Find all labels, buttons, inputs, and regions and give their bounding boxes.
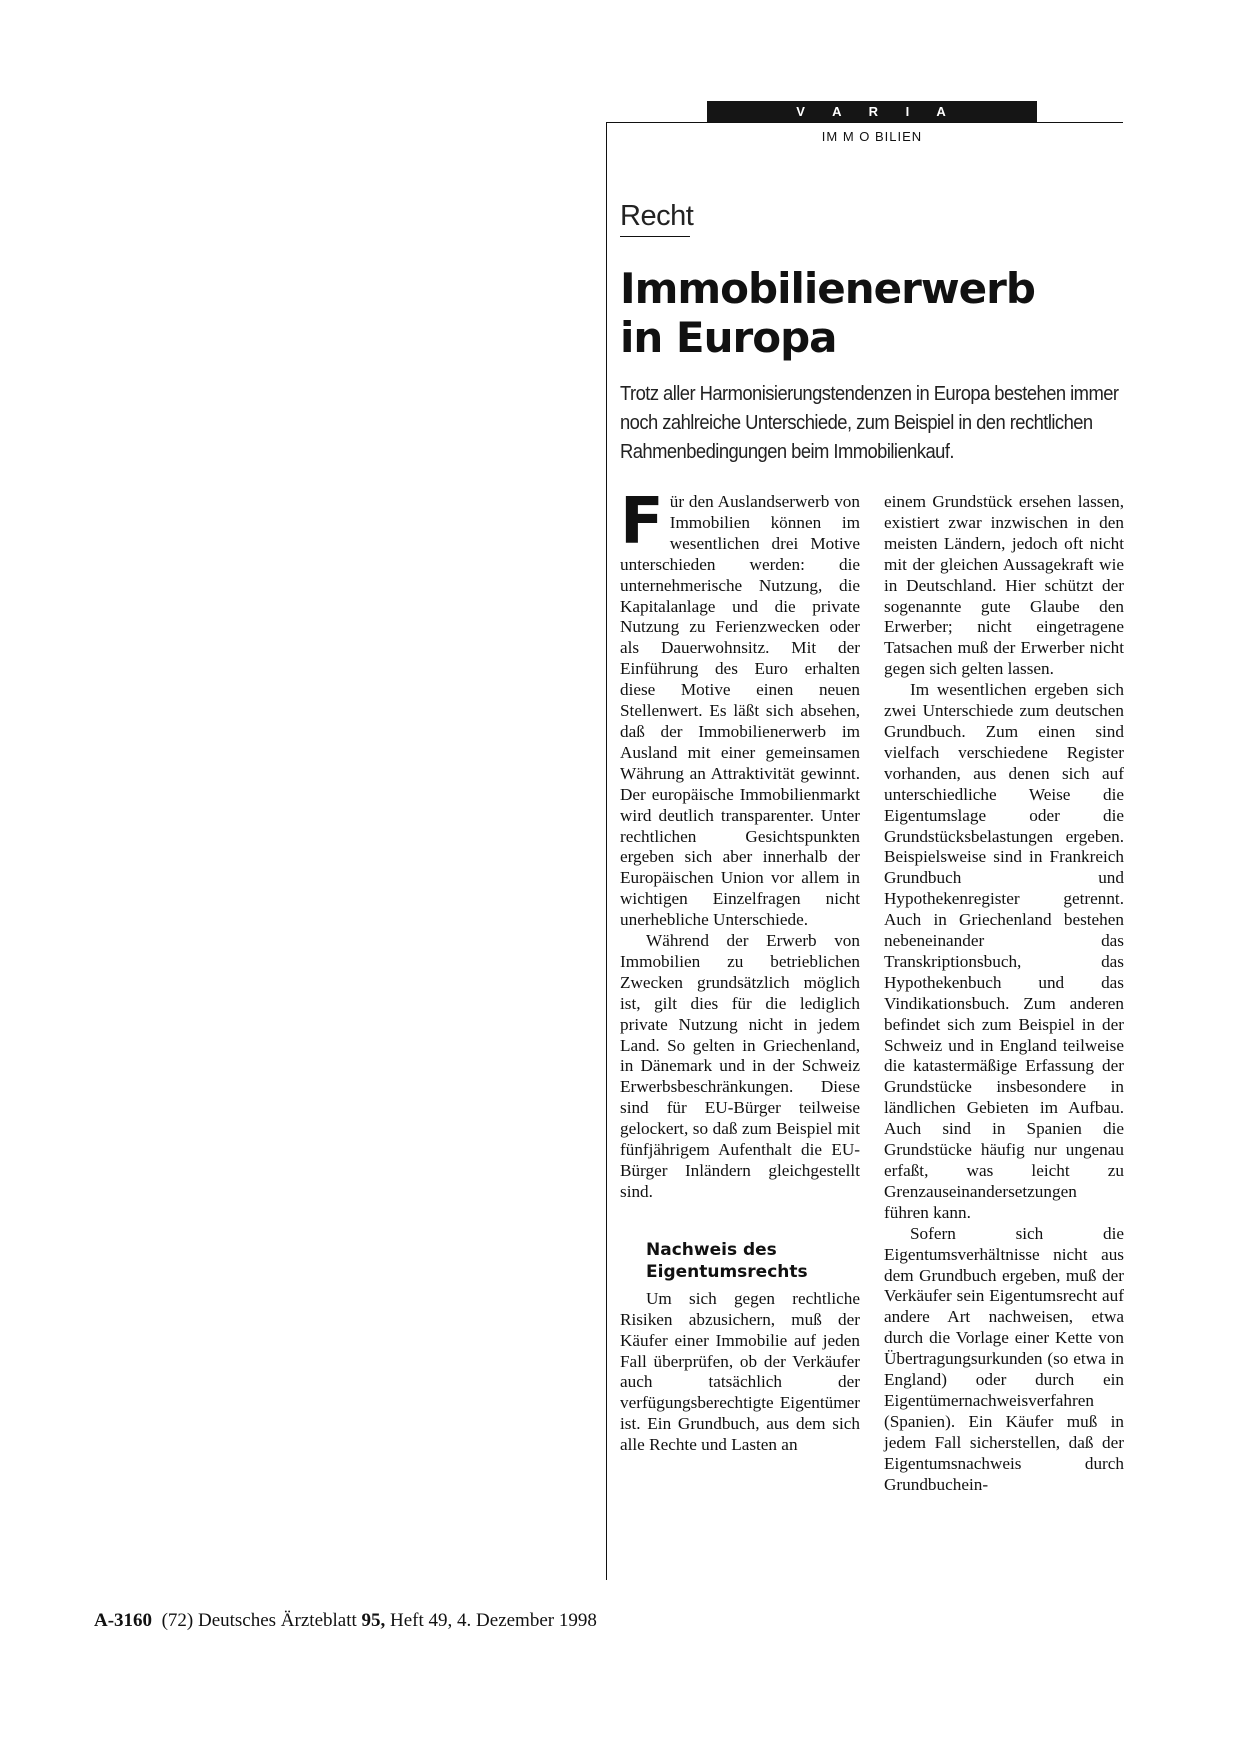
- column-divider: [606, 122, 607, 1580]
- paragraph-6: Sofern sich die Eigentumsverhältnisse nicht aus dem Grundbuch ergeben, muß der Verkäufer sein Eigentumsrecht auf andere Art nachweisen, etwa durch die Vorlage einer Kette von Übertragungsurkunden (so etwa in England) oder durch ein Eigentümernachweisverfahren (Spanien). Ein Käufer muß in jedem Fall sicherstellen, daß der Eigentumsnachweis durch Grundbuchein-: [884, 1223, 1124, 1494]
- headline-line-2: in Europa: [620, 313, 837, 362]
- article-headline: [620, 264, 1120, 362]
- article-lead: Trotz aller Harmonisierungstendenzen in Europa bestehen immer noch zahlreiche Unterschiede, zum Beispiel in den rechtlichen Rahmenbedingungen beim Immobilienkauf.: [620, 383, 1119, 463]
- paragraph-1-text: ür den Auslandserwerb von Immobilien können im wesentlichen drei Motive unterschieden werden: die unternehmerische Nutzung, die Kapitalanlage und die private Nutzung zu Ferienzwecken oder als Dauerwohnsitz. Mit der Einführung des Euro erhalten diese Motive einen neuen Stellenwert. Es läßt sich absehen, daß der Immobilienerwerb im Ausland mit einer gemeinsamen Währung an Attraktivität gewinnt. Der europäische Immobilienmarkt wird deutlich transparenter. Unter rechtlichen Gesichtspunkten ergeben sich aber innerhalb der Europäischen Union vor allem in wichtigen Einzelfragen nicht unerhebliche Unterschiede.: [620, 492, 860, 930]
- volume: 95,: [361, 1610, 386, 1631]
- subsection-label: IM M O BILIEN: [821, 129, 923, 144]
- paragraph-4: einem Grundstück ersehen lassen, existiert zwar inzwischen in den meisten Ländern, jedoch oft nicht mit der gleichen Aussagekraft wie in Deutschland. Hier schützt der sogenannte gute Glaube den Erwerber; nicht eingetragene Tatsachen muß der Erwerber nicht gegen sich gelten lassen.: [884, 492, 1124, 679]
- text-column-2: [884, 492, 1124, 1496]
- drop-cap: F: [620, 485, 664, 559]
- page-code: A-3160: [94, 1610, 153, 1631]
- header-rule: [606, 122, 1123, 123]
- issue-page: (72) Deutsches Ärzteblatt: [161, 1610, 357, 1631]
- paragraph-2: Während der Erwerb von Immobilien zu betrieblichen Zwecken grundsätzlich möglich ist, gilt dies für die lediglich private Nutzung nicht in jedem Land. So gelten in Griechenland, in Dänemark und in der Schweiz Erwerbsbeschränkungen. Diese sind für EU-Bürger teilweise gelockert, so daß zum Beispiel mit fünfjährigem Aufenthalt die EU-Bürger Inländern gleichgestellt sind.: [620, 931, 860, 1201]
- paragraph-5: Im wesentlichen ergeben sich zwei Unterschiede zum deutschen Grundbuch. Zum einen sind vielfach verschiedene Register vorhanden, aus denen sich auf unterschiedliche Weise die Eigentumslage oder die Grundstücksbelastungen ergeben. Beispielsweise sind in Frankreich Grundbuch und Hypothekenregister getrennt. Auch in Griechenland bestehen nebeneinander das Transkriptionsbuch, das Hypothekenbuch und das Vindikationsbuch. Zum anderen befindet sich zum Beispiel in der Schweiz und in England teilweise die katastermäßige Erfassung der Grundstücke insbesondere in ländlichen Gebieten im Aufbau. Auch sind in Spanien die Grundstücke häufig nur ungenau erfaßt, was leicht zu Grenzauseinandersetzungen führen kann.: [884, 680, 1124, 1222]
- issue-info: Heft 49, 4. Dezember 1998: [390, 1610, 597, 1631]
- text-column-1: [620, 485, 860, 1456]
- section-banner: V A R I A: [707, 101, 1037, 122]
- kicker-underline: [620, 236, 690, 237]
- paragraph-3: Um sich gegen rechtliche Risiken abzusichern, muß der Käufer einer Immobilie auf jeden Fall überprüfen, ob der Verkäufer auch tatsächlich der verfügungsberechtigte Eigentümer ist. Ein Grundbuch, aus dem sich alle Rechte und Lasten an: [620, 1288, 860, 1455]
- section-subheading: Nachweis des Eigentumsrechts: [646, 1239, 808, 1282]
- page-footer: [94, 1610, 597, 1632]
- paragraph-1: [620, 485, 860, 931]
- headline-line-1: Immobilienerwerb: [620, 264, 1035, 313]
- article-kicker: Recht: [620, 200, 694, 232]
